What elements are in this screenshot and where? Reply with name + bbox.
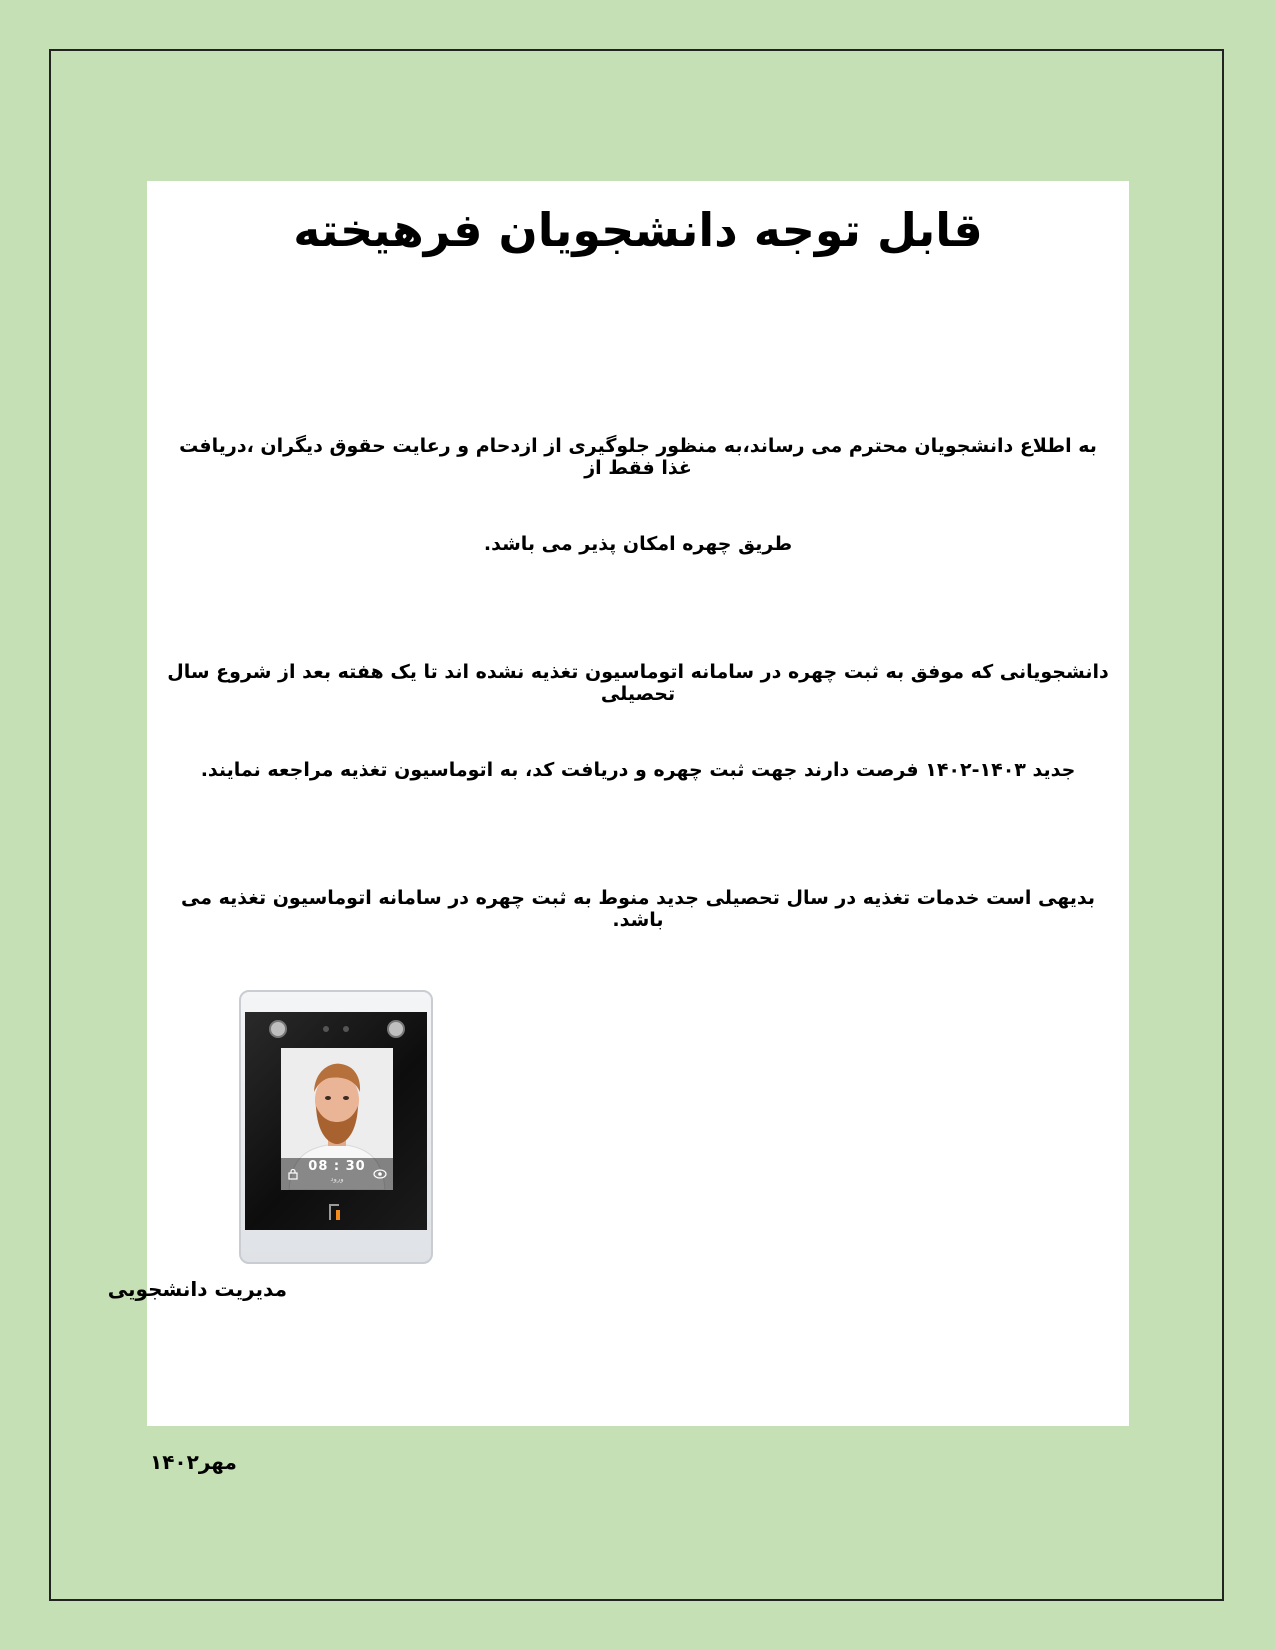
eye-icon	[373, 1168, 387, 1180]
paragraph-3: بدیهی است خدمات تغذیه در سال تحصیلی جدید منوط به ثبت چهره در سامانه اتوماسیون تغذیه می باشد.	[180, 887, 1096, 931]
device-sublabel: ورود	[330, 1175, 344, 1183]
paragraph-1-line-2: طریق چهره امکان پذیر می باشد.	[483, 533, 793, 555]
sensor-dot-icon	[323, 1026, 329, 1032]
device-logo-icon	[327, 1202, 343, 1222]
signature: مدیریت دانشجویی	[107, 1277, 287, 1301]
device-screen	[245, 1012, 427, 1230]
notice-title: قابل توجه دانشجویان فرهیخته	[293, 203, 983, 257]
device-time: 08 : 30	[308, 1159, 366, 1174]
notice-date: مهر۱۴۰۲	[150, 1450, 237, 1474]
notice-card	[107, 181, 1129, 1426]
camera-right-icon	[387, 1020, 405, 1038]
face-recognition-device-image	[239, 990, 433, 1264]
paragraph-2-line-1: دانشجویانی که موفق به ثبت چهره در سامانه اتوماسیون تغذیه نشده اند تا یک هفته بعد از شروع سال تحصیلی	[167, 661, 1109, 705]
camera-left-icon	[269, 1020, 287, 1038]
paragraph-2-line-2: جدید ۱۴۰۳-۱۴۰۲ فرصت دارند جهت ثبت چهره و دریافت کد، به اتوماسیون تغذیه مراجعه نمایند.	[200, 759, 1076, 781]
paragraph-1-line-1: به اطلاع دانشجویان محترم می رساند،به منظور جلوگیری از ازدحام و رعایت حقوق دیگران ،دریافت غذا فقط از	[179, 435, 1097, 479]
sensor-dot-icon	[343, 1026, 349, 1032]
device-readout	[281, 1158, 393, 1190]
